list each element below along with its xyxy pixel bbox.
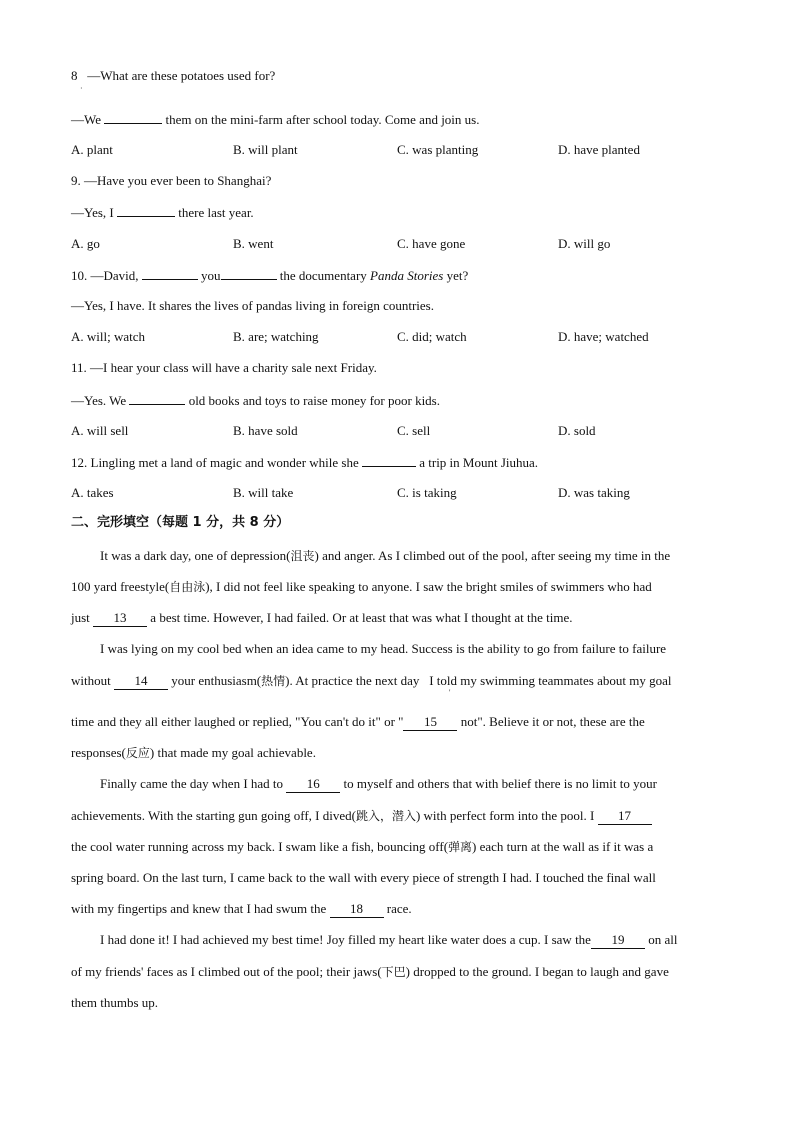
q8-number: 8: [71, 68, 78, 83]
q10-q-pre: 10. —David,: [71, 268, 139, 283]
passage-text: ). At practice the next day: [285, 673, 420, 688]
q8-option-d: D. have planted: [558, 142, 640, 157]
q9-question: 9. —Have you ever been to Shanghai?: [71, 173, 272, 188]
passage-text: It was a dark day, one of depression(: [100, 548, 291, 563]
q10-documentary-title: Panda Stories: [370, 268, 444, 283]
q12-q-pre: 12. Lingling met a land of magic and wonder while she: [71, 455, 359, 470]
q10-q-mid: you: [201, 268, 221, 283]
passage-text: I told my swimming teammates about my goal: [429, 673, 672, 688]
passage-text: without: [71, 673, 111, 688]
q11-question: 11. —I hear your class will have a charity sale next Friday.: [71, 360, 377, 375]
q10-option-a: A. will; watch: [71, 329, 146, 344]
passage-text: with my fingertips and knew that I had swum the: [71, 901, 327, 916]
passage-p1-line1: [100, 548, 670, 564]
passage-p2-line1: I was lying on my cool bed when an idea came to my head. Success is the ability to go from failure to failure: [100, 641, 667, 656]
passage-text: ) and anger. As I climbed out of the pool, after seeing my time in the: [314, 548, 671, 563]
passage-text: ), I did not feel like speaking to anyone. I saw the bright smiles of swimmers who had: [205, 579, 652, 594]
passage-p3-line3: [71, 839, 653, 855]
answer-blank: [104, 111, 162, 124]
q9-option-a: A. go: [71, 236, 100, 251]
q8-option-c: C. was planting: [397, 142, 479, 157]
q8-answer-pre: —We: [71, 112, 101, 127]
passage-text: of my friends' faces as I climbed out of the pool; their jaws(: [71, 964, 382, 979]
answer-blank: [362, 454, 416, 467]
passage-text: Finally came the day when I had to: [100, 776, 284, 791]
chinese-gloss: 弹离: [448, 840, 473, 854]
chinese-gloss: 热情: [261, 674, 286, 688]
answer-blank: [117, 204, 175, 217]
passage-p4-line3: them thumbs up.: [71, 995, 159, 1010]
q8-option-b: B. will plant: [233, 142, 298, 157]
q10-answer: —Yes, I have. It shares the lives of pandas living in foreign countries.: [71, 298, 434, 313]
q10-option-b: B. are; watching: [233, 329, 319, 344]
passage-text: time and they all either laughed or replied, "You can't do it" or ": [71, 714, 404, 729]
passage-text: 100 yard freestyle(: [71, 579, 170, 594]
passage-p3-line2: [71, 808, 652, 825]
cloze-blank-18: 18: [330, 901, 384, 918]
q8-question: [71, 68, 275, 84]
passage-p2-line4: [71, 745, 316, 761]
cloze-blank-13: 13: [93, 610, 147, 627]
passage-p4-line1: [100, 932, 677, 949]
q9-option-d: D. will go: [558, 236, 611, 251]
q12-option-c: C. is taking: [397, 485, 457, 500]
passage-p3-line4: spring board. On the last turn, I came back to the wall with every piece of strength I had. I touched the final wall: [71, 870, 656, 885]
chinese-gloss: 下巴: [381, 965, 406, 979]
q10-option-d: D. have; watched: [558, 329, 649, 344]
chinese-gloss: 自由泳: [169, 580, 206, 594]
q12-q-post: a trip in Mount Jiuhua.: [419, 455, 539, 470]
q12-question: [71, 454, 538, 471]
passage-text: ) that made my goal achievable.: [149, 745, 316, 760]
q11-answer-pre: —Yes. We: [71, 393, 127, 408]
answer-blank: [221, 267, 277, 280]
stray-mark: ': [449, 688, 451, 697]
section-title-cloze: 二、完形填空（每题 1 分，共 8 分）: [71, 515, 290, 530]
passage-p1-line3: [71, 610, 573, 627]
cloze-blank-16: 16: [286, 776, 340, 793]
passage-text: race.: [386, 901, 412, 916]
passage-text: just: [71, 610, 90, 625]
q11-option-b: B. have sold: [233, 423, 298, 438]
passage-text: a best time. However, I had failed. Or at least that was what I thought at the time.: [150, 610, 573, 625]
q9-option-b: B. went: [233, 236, 274, 251]
stray-mark: ·: [80, 84, 83, 93]
passage-text: your enthusiasm(: [171, 673, 262, 688]
passage-text: achievements. With the starting gun going off, I dived(: [71, 808, 356, 823]
passage-p2-line2: [71, 673, 671, 690]
cloze-blank-15: 15: [403, 714, 457, 731]
q8-option-a: A. plant: [71, 142, 113, 157]
q9-answer-pre: —Yes, I: [71, 205, 114, 220]
cloze-blank-19: 19: [591, 932, 645, 949]
q11-option-a: A. will sell: [71, 423, 129, 438]
q11-answer: [71, 392, 440, 409]
passage-p3-line5: [71, 901, 412, 918]
cloze-blank-14: 14: [114, 673, 168, 690]
q8-text: —What are these potatoes used for?: [87, 68, 276, 83]
passage-text: to myself and others that with belief there is no limit to your: [343, 776, 657, 791]
q11-option-d: D. sold: [558, 423, 596, 438]
passage-p2-line3: [71, 714, 645, 731]
q10-question: [71, 267, 468, 284]
cloze-blank-17: 17: [598, 808, 652, 825]
q9-option-c: C. have gone: [397, 236, 466, 251]
q8-answer: [71, 111, 479, 128]
passage-text: the cool water running across my back. I swam like a fish, bouncing off(: [71, 839, 449, 854]
q11-option-c: C. sell: [397, 423, 431, 438]
q11-answer-post: old books and toys to raise money for poor kids.: [188, 393, 440, 408]
q12-option-b: B. will take: [233, 485, 294, 500]
chinese-gloss: 沮丧: [290, 549, 315, 563]
q8-answer-post: them on the mini-farm after school today. Come and join us.: [165, 112, 480, 127]
passage-text: I had done it! I had achieved my best time! Joy filled my heart like water does a cup. I saw the: [100, 932, 591, 947]
passage-p4-line2: [71, 964, 669, 980]
q10-option-c: C. did; watch: [397, 329, 467, 344]
passage-text: ) with perfect form into the pool. I: [415, 808, 595, 823]
answer-blank: [142, 267, 198, 280]
q12-option-a: A. takes: [71, 485, 114, 500]
q12-option-d: D. was taking: [558, 485, 630, 500]
q9-answer: [71, 204, 254, 221]
chinese-gloss: 跳入，潜入: [355, 809, 416, 823]
q10-q-post1: the documentary: [279, 268, 367, 283]
passage-text: ) dropped to the ground. I began to laugh and gave: [405, 964, 669, 979]
q10-q-post2: yet?: [446, 268, 469, 283]
passage-text: ) each turn at the wall as if it was a: [472, 839, 654, 854]
passage-text: not". Believe it or not, these are the: [460, 714, 645, 729]
chinese-gloss: 反应: [125, 746, 150, 760]
passage-text: responses(: [71, 745, 126, 760]
passage-p1-line2: [71, 579, 652, 595]
q9-answer-post: there last year.: [178, 205, 254, 220]
answer-blank: [129, 392, 185, 405]
passage-p3-line1: [100, 776, 657, 793]
passage-text: on all: [648, 932, 678, 947]
